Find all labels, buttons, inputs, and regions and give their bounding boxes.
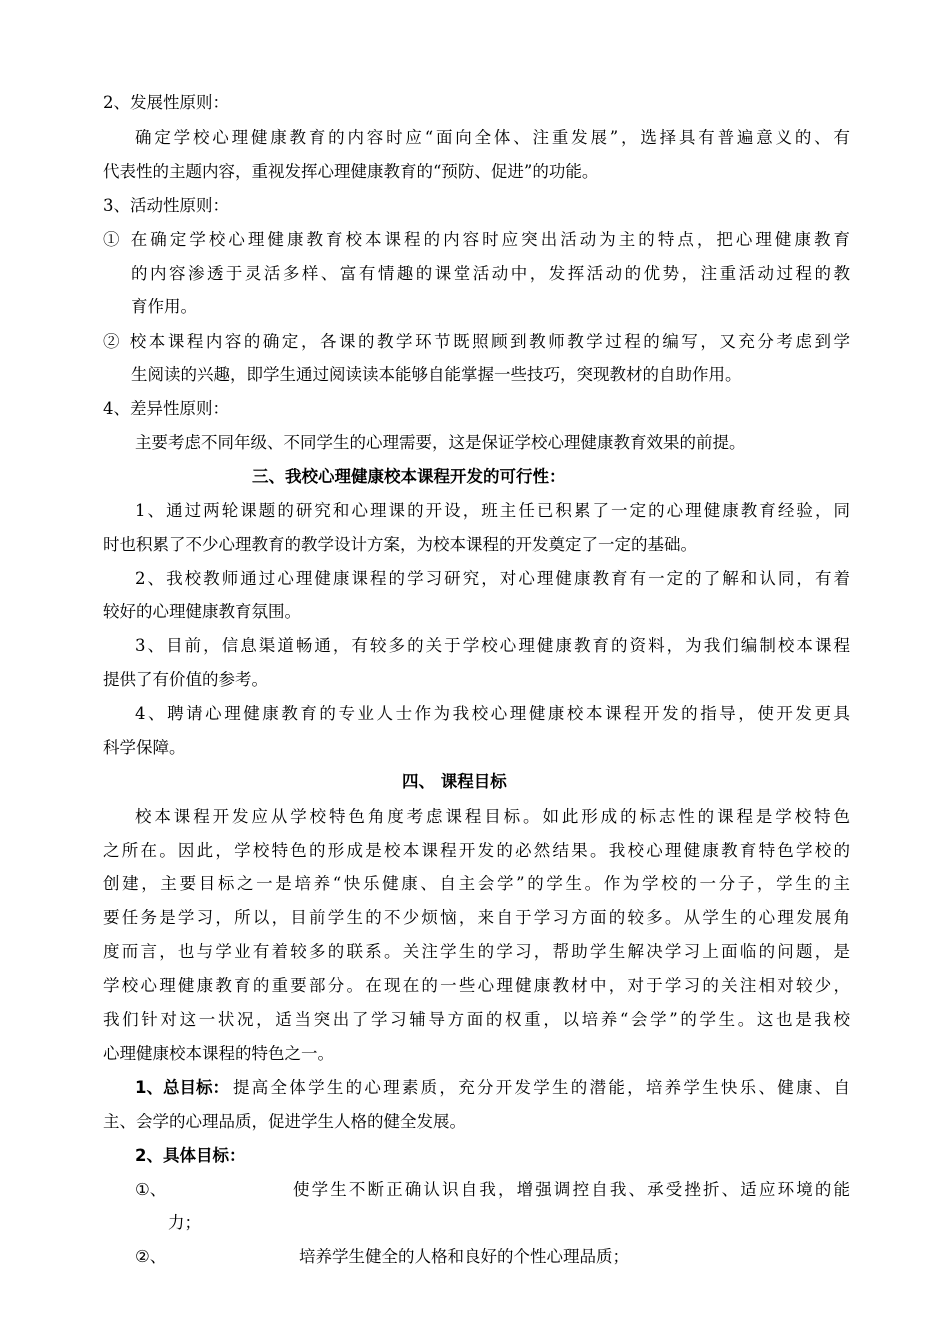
list-item-line: 生阅读的兴趣，即学生通过阅读读本能够自能掌握一些技巧，突现教材的自助作用。 bbox=[131, 365, 742, 384]
paragraph-line: 代表性的主题内容，重视发挥心理健康教育的“预防、促进”的功能。 bbox=[103, 162, 599, 181]
paragraph-line: 创建，主要目标之一是培养“快乐健康、自主会学”的学生。作为学校的一分子，学生的主 bbox=[103, 874, 850, 893]
paragraph-line: 主、会学的心理品质，促进学生人格的健全发展。 bbox=[103, 1112, 466, 1131]
paragraph-line: 确定学校心理健康教育的内容时应“面向全体、注重发展”，选择具有普遍意义的、有 bbox=[135, 128, 850, 147]
paragraph-line: 校本课程开发应从学校特色角度考虑课程目标。如此形成的标志性的课程是学校特色 bbox=[135, 807, 850, 826]
heading-difference-principle: 4、差异性原则： bbox=[103, 399, 229, 418]
list-item-line: 使学生不断正确认识自我，增强调控自我、承受挫折、适应环境的能 bbox=[293, 1180, 850, 1199]
paragraph-line: 要任务是学习，所以，目前学生的不少烦恼，来自于学习方面的较多。从学生的心理发展角 bbox=[103, 908, 850, 927]
list-item-line: 培养学生健全的人格和良好的个性心理品质； bbox=[299, 1247, 629, 1266]
paragraph-line: 2、我校教师通过心理健康课程的学习研究，对心理健康教育有一定的了解和认同，有着 bbox=[135, 569, 850, 588]
section-heading-feasibility: 三、我校心理健康校本课程开发的可行性： bbox=[252, 467, 566, 486]
paragraph-line: 提高全体学生的心理素质，充分开发学生的潜能，培养学生快乐、健康、自 bbox=[233, 1078, 850, 1097]
paragraph-line: 提供了有价值的参考。 bbox=[103, 670, 268, 689]
label-overall-goal: 1、总目标： bbox=[135, 1078, 229, 1097]
label-specific-goals: 2、具体目标： bbox=[135, 1146, 246, 1165]
list-marker-1: ①、 bbox=[135, 1180, 167, 1199]
paragraph-line: 度而言，也与学业有着较多的联系。关注学生的学习，帮助学生解决学习上面临的问题，是 bbox=[103, 942, 850, 961]
list-item-line: 育作用。 bbox=[131, 297, 197, 316]
heading-developmental-principle: 2、发展性原则： bbox=[103, 93, 229, 112]
paragraph-line: 3、目前，信息渠道畅通，有较多的关于学校心理健康教育的资料，为我们编制校本课程 bbox=[135, 636, 850, 655]
list-item-line: 力； bbox=[168, 1213, 201, 1232]
paragraph-line: 我们针对这一状况，适当突出了学习辅导方面的权重，以培养“会学”的学生。这也是我校 bbox=[103, 1010, 850, 1029]
paragraph-line: 主要考虑不同年级、不同学生的心理需要，这是保证学校心理健康教育效果的前提。 bbox=[135, 433, 746, 452]
list-item-line: 的内容渗透于灵活多样、富有情趣的课堂活动中，发挥活动的优势，注重活动过程的教 bbox=[131, 264, 850, 283]
list-item-line: ② 校本课程内容的确定，各课的教学环节既照顾到教师教学过程的编写，又充分考虑到学 bbox=[103, 332, 850, 351]
paragraph-line: 1、通过两轮课题的研究和心理课的开设，班主任已积累了一定的心理健康教育经验，同 bbox=[135, 501, 850, 520]
heading-activity-principle: 3、活动性原则： bbox=[103, 196, 229, 215]
paragraph-line: 学校心理健康教育的重要部分。在现在的一些心理健康教材中，对于学习的关注相对较少， bbox=[103, 976, 850, 995]
list-item-line: ① 在确定学校心理健康教育校本课程的内容时应突出活动为主的特点，把心理健康教育 bbox=[103, 230, 850, 249]
list-marker-2: ②、 bbox=[135, 1247, 167, 1266]
paragraph-line: 之所在。因此，学校特色的形成是校本课程开发的必然结果。我校心理健康教育特色学校的 bbox=[103, 841, 850, 860]
paragraph-line: 科学保障。 bbox=[103, 738, 186, 757]
paragraph-line: 较好的心理健康教育氛围。 bbox=[103, 602, 301, 621]
section-heading-course-objectives: 四、 课程目标 bbox=[402, 772, 507, 791]
paragraph-line: 时也积累了不少心理教育的教学设计方案，为校本课程的开发奠定了一定的基础。 bbox=[103, 535, 697, 554]
paragraph-line: 4、聘请心理健康教育的专业人士作为我校心理健康校本课程开发的指导，使开发更具 bbox=[135, 704, 850, 723]
paragraph-line: 心理健康校本课程的特色之一。 bbox=[103, 1044, 334, 1063]
